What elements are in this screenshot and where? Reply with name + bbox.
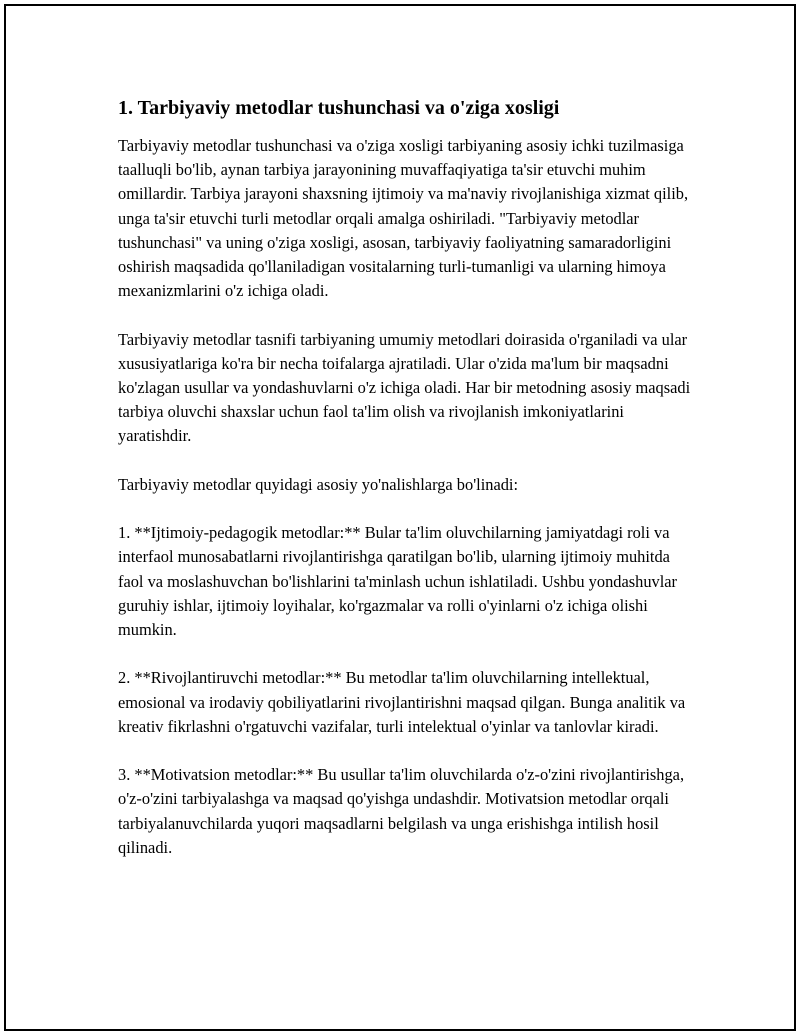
paragraph-directions-intro: Tarbiyaviy metodlar quyidagi asosiy yo'nalishlarga bo'linadi:	[118, 474, 519, 494]
paragraph-classification: Tarbiyaviy metodlar tasnifi tarbiyaning umumiy metodlari doirasida o'rganiladi va ular xususiyatlariga ko'ra bir necha toifalarga ajratiladi. Ular o'zida ma'lum bir maqsadni ko'zlagan usullar va yondashuvlarni o'z ichiga oladi. Har bir metodning asosiy maqsadi tarbiya oluvchi shaxslar uchun faol ta'lim olish va rivojlanish imkoniyatlarini yaratishdir.	[118, 329, 691, 446]
list-item-developmental: 2. **Rivojlantiruvchi metodlar:** Bu metodlar ta'lim oluvchilarning intellektual, emosional va irodaviy qobiliyatlarini rivojlantirishni maqsad qilgan. Bunga analitik va kreativ fikrlashni o'rgatuvchi vazifalar, turli intelektual o'yinlar va tanlovlar kiradi.	[118, 668, 686, 736]
paragraph-intro: Tarbiyaviy metodlar tushunchasi va o'ziga xosligi tarbiyaning asosiy ichki tuzilmasiga taalluqli bo'lib, aynan tarbiya jarayonining muvaffaqiyatiga ta'sir etuvchi muhim omillardir. Tarbiya jarayoni shaxsning ijtimoiy va ma'naviy rivojlanishiga xizmat qilib, unga ta'sir etuvchi turli metodlar orqali amalga oshiriladi. "Tarbiyaviy metodlar tushunchasi" va uning o'ziga xosligi, asosan, tarbiyaviy faoliyatning samaradorligini oshirish maqsadida qo'llaniladigan vositalarning turli-tumanligi va ularning himoya mexanizmlarini o'z ichiga oladi.	[118, 136, 689, 301]
list-item-social-pedagogical: 1. **Ijtimoiy-pedagogik metodlar:** Bular ta'lim oluvchilarning jamiyatdagi roli va interfaol munosabatlarni rivojlantirishga qaratilgan bo'lib, ularning ijtimoiy muhitda faol va moslashuvchan bo'lishlarini ta'minlash uchun ishlatiladi. Ushbu yondashuvlar guruhiy ishlar, ijtimoiy loyihalar, ko'rgazmalar va rolli o'yinlarni o'z ichiga olishi mumkin.	[118, 523, 677, 640]
document-body	[118, 96, 698, 884]
list-item-motivational: 3. **Motivatsion metodlar:** Bu usullar ta'lim oluvchilarda o'z-o'zini rivojlantirishga, o'z-o'zini tarbiyalashga va maqsad qo'yishga undashdir. Motivatsion metodlar orqali tarbiyalanuvchilarda yuqori maqsadlarni belgilash va unga erishishga intilish hosil qilinadi.	[118, 765, 685, 857]
section-heading: 1. Tarbiyaviy metodlar tushunchasi va o'ziga xosligi	[118, 97, 560, 119]
